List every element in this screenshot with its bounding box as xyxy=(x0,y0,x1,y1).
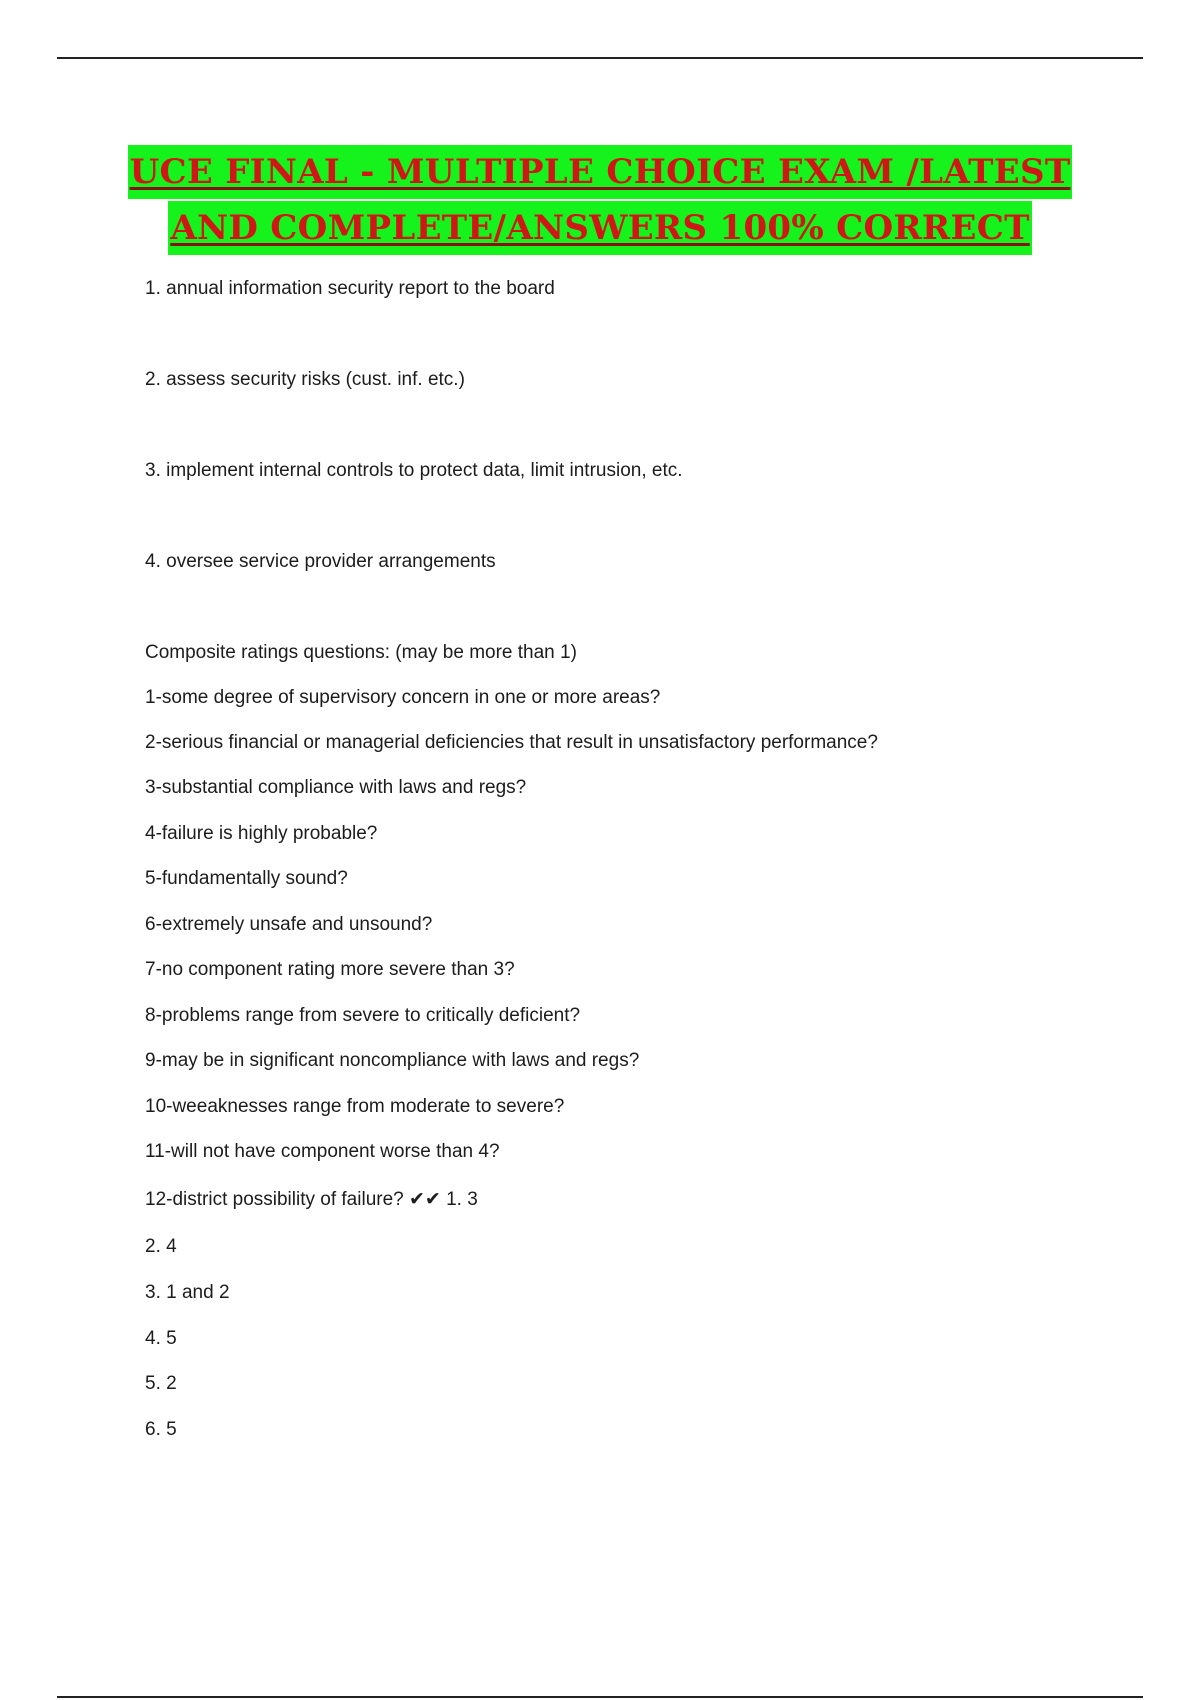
question-1: 1-some degree of supervisory concern in one or more areas? xyxy=(145,687,661,708)
question-10: 10-weeaknesses range from moderate to severe? xyxy=(145,1096,565,1117)
document-title xyxy=(0,145,1200,255)
top-rule xyxy=(57,57,1143,59)
question-8: 8-problems range from severe to critically deficient? xyxy=(145,1005,581,1026)
question-6: 6-extremely unsafe and unsound? xyxy=(145,914,433,935)
security-item-2: 2. assess security risks (cust. inf. etc.) xyxy=(145,369,465,390)
bottom-rule xyxy=(57,1696,1143,1698)
answer-4: 4. 5 xyxy=(145,1328,177,1349)
security-item-4: 4. oversee service provider arrangements xyxy=(145,551,496,572)
title-line-1: UCE FINAL - MULTIPLE CHOICE EXAM /LATEST xyxy=(128,145,1073,199)
question-5: 5-fundamentally sound? xyxy=(145,868,348,889)
question-7: 7-no component rating more severe than 3? xyxy=(145,959,515,980)
question-9: 9-may be in significant noncompliance with laws and regs? xyxy=(145,1050,640,1071)
answer-6: 6. 5 xyxy=(145,1419,177,1440)
security-item-1: 1. annual information security report to the board xyxy=(145,278,555,299)
title-line-2: AND COMPLETE/ANSWERS 100% CORRECT xyxy=(168,201,1031,255)
answer-2: 2. 4 xyxy=(145,1236,177,1257)
answer-5: 5. 2 xyxy=(145,1373,177,1394)
question-3: 3-substantial compliance with laws and regs? xyxy=(145,777,527,798)
question-4: 4-failure is highly probable? xyxy=(145,823,378,844)
question-12-with-answer: 12-district possibility of failure? ✔✔ 1. 3 xyxy=(145,1189,478,1210)
question-2: 2-serious financial or managerial deficiencies that result in unsatisfactory performance? xyxy=(145,732,878,753)
composite-ratings-heading: Composite ratings questions: (may be more than 1) xyxy=(145,642,577,663)
question-11: 11-will not have component worse than 4? xyxy=(145,1141,500,1162)
answer-3: 3. 1 and 2 xyxy=(145,1282,230,1303)
security-item-3: 3. implement internal controls to protect data, limit intrusion, etc. xyxy=(145,460,683,481)
